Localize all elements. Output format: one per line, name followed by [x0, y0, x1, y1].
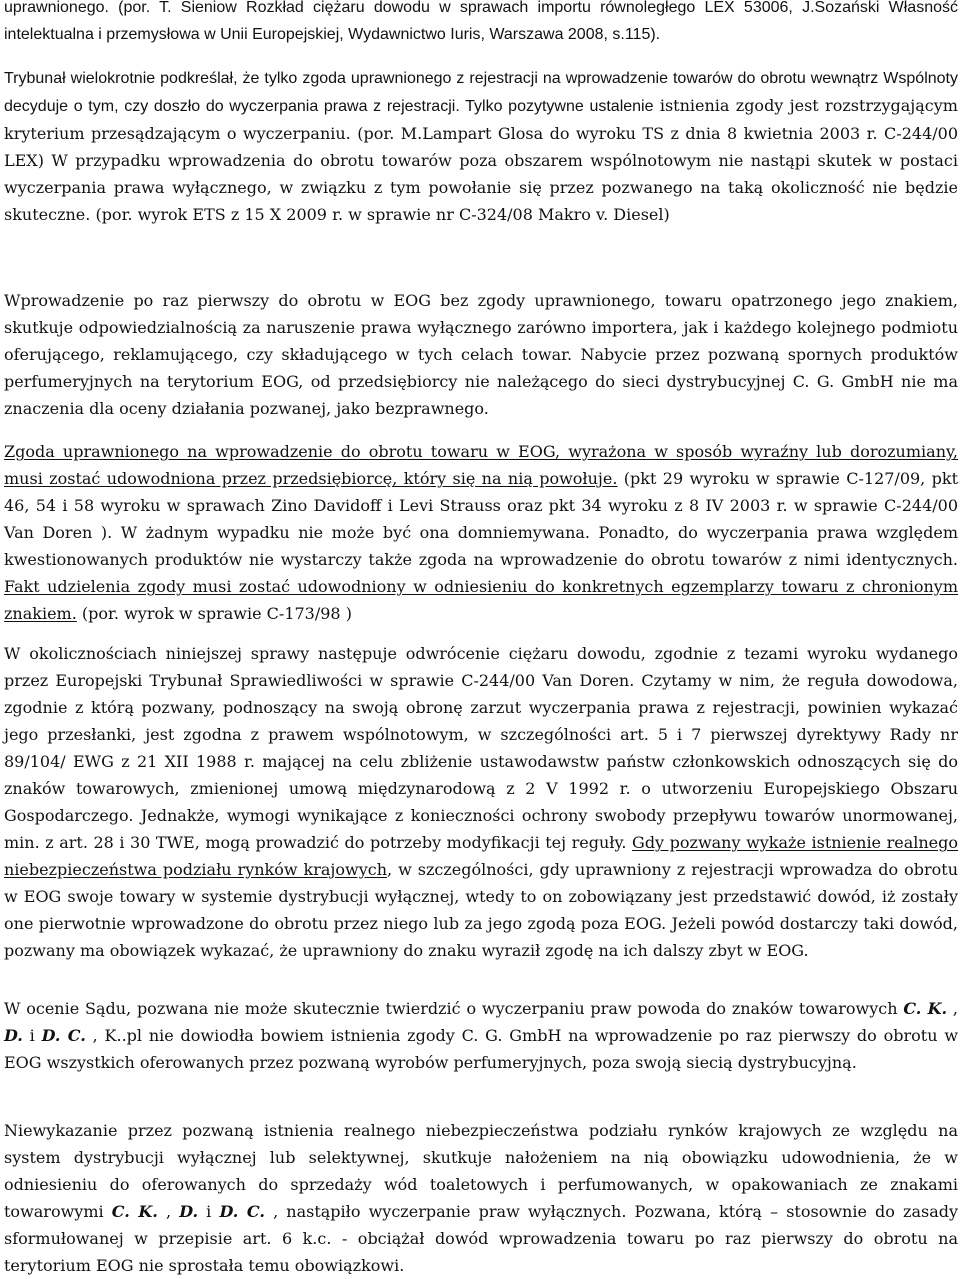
paragraph-consent-proof [4, 438, 958, 627]
trademark-name: D. C. [41, 1026, 86, 1045]
paragraph-text: , [947, 999, 958, 1018]
paragraph-first-introduction [4, 287, 958, 422]
paragraph-text-sans: Trybunał wielokrotnie podkreślał, że tylko zgoda uprawnionego z rejestracji na wprowadzenie towarów do obrotu wewnątrz Wspólnoty decyduje o tym, czy doszło do wyczerpania prawa z rejestracji. Tylko pozytywne ustalenie [4, 70, 958, 115]
paragraph-burden-of-proof [4, 640, 958, 964]
paragraph-text: Niewykazanie przez pozwaną istnienia realnego niebezpieczeństwa podziału rynków krajowych ze względu na system dystrybucji wyłącznej lub selektywnej, skutkuje nałożeniem na nią obowiązku udowodnienia, że w odniesieniu do oferowanych do sprzedaży wód toaletowych i perfumowanych, w opakowaniach ze znakami towarowymi [4, 1121, 958, 1221]
paragraph-text: istnienia zgody jest rozstrzygającym kryterium przesądzającym o wyczerpaniu. (por. M.Lampart Glosa do wyroku TS z dnia 8 kwietnia 2003 r. C-244/00 LEX) W przypadku wprowadzenia do obrotu towarów poza obszarem wspólnotowym nie nastąpi skutek w postaci wyczerpania prawa wyłącznego, w związku z tym powołanie się przez pozwanego na taką okoliczność nie będzie skuteczne. (por. wyrok ETS z 15 X 2009 r. w sprawie nr C-324/08 Makro v. Diesel) [4, 96, 958, 224]
trademark-name: D. [179, 1202, 199, 1221]
paragraph-text: , w szczególności, gdy uprawniony z rejestracji wprowadza do obrotu w EOG swoje towary w systemie dystrybucji wyłącznej, wtedy to on zobowiązany jest przedstawić dowód, iż zostały one pierwotnie wprowadzone do obrotu przez niego lub za jego zgodą poza EOG. Jeżeli powód dostarczy taki dowód, pozwany ma obowiązek wykazać, że uprawniony do znaku wyraził zgodę na ich dalszy zbyt w EOG. [4, 860, 959, 960]
paragraph-text: , [157, 1202, 180, 1221]
paragraph-text: Wprowadzenie po raz pierwszy do obrotu w EOG bez zgody uprawnionego, towaru opatrzonego jego znakiem, skutkuje odpowiedzialnością za naruszenie prawa wyłącznego zarówno importera, jak i każdego kolejnego podmiotu oferującego, reklamującego, czy składującego w tych celach towar. Nabycie przez pozwaną spornych produktów perfumeryjnych na terytorium EOG, od przedsiębiorcy nie należącego do sieci dystrybucyjnej C. G. GmbH nie ma znaczenia dla oceny działania pozwanej, jako bezprawnego. [4, 291, 958, 418]
paragraph-text: i [22, 1026, 42, 1045]
underlined-text: Zgoda uprawnionego na wprowadzenie do obrotu towaru w EOG, wyrażona w sposób wyraźny lub dorozumiany, musi zostać udowodniona przez przedsiębiorcę, który się na nią powołuje. [4, 442, 958, 488]
paragraph-text: , nastąpiło wyczerpanie praw wyłącznych. Pozwana, którą – stosownie do zasady sformułowanej w przepisie art. 6 k.c. - obciążał dowód wprowadzenia towaru po raz pierwszy do obrotu na terytorium EOG nie sprostała temu obowiązkowi. [4, 1202, 959, 1275]
paragraph-text: (por. wyrok w sprawie C-173/98 ) [76, 604, 352, 623]
trademark-name: D. [4, 1026, 23, 1045]
trademark-name: C. K. [903, 999, 948, 1018]
paragraph-text: W okolicznościach niniejszej sprawy następuje odwrócenie ciężaru dowodu, zgodnie z tezami wyroku wydanego przez Europejski Trybunał Sprawiedliwości w sprawie C-244/00 Van Doren. Czytamy w nim, że reguła dowodowa, zgodnie z którą pozwany, podnoszący na swoją obronę zarzut wyczerpania prawa z rejestracji, powinien wykazać jego przesłanki, jest zgodna z prawem wspólnotowym, w szczególności art. 5 i 7 pierwszej dyrektywy Rady nr 89/104/ EWG z 21 XII 1988 r. mającej na celu zbliżenie ustawodawstw państw członkowskich odnoszących się do znaków towarowych, zmienionej umową międzynarodową z 2 V 1992 r. o utworzeniu Europejskiego Obszaru Gospodarczego. Jednakże, wymogi wynikające z konieczności ochrony swobody przepływu towarów unormowanej, min. z art. 28 i 30 TWE, mogą prowadzić do potrzeby modyfikacji tej reguły. [4, 644, 958, 852]
paragraph-text: uprawnionego. (por. T. Sieniow Rozkład ciężaru dowodu w sprawach importu równoległego LEX 53006, J.Sozański Własność intelektualna i przemysłowa w Unii Europejskiej, Wydawnictwo Iuris, Warszawa 2008, s.115). [4, 0, 958, 43]
underlined-text: Fakt udzielenia zgody musi zostać udowodniony w odniesieniu do konkretnych egzemplarzy towaru z chronionym znakiem. [4, 577, 958, 623]
paragraph-text: (pkt 29 wyroku w sprawie C-127/09, pkt 46, 54 i 58 wyroku w sprawach Zino Davidoff i Levi Strauss oraz pkt 34 wyroku z 8 IV 2003 r. w sprawie C-244/00 Van Doren ). W żadnym wypadku nie może być ona domniemywana. Ponadto, do wyczerpania prawa względem kwestionowanych produktów nie wystarczy także zgoda na wprowadzenie do obrotu towarów z nimi identycznych. [4, 469, 959, 569]
paragraph-citation-continuation [4, 0, 958, 48]
paragraph-tribunal-consent [4, 64, 958, 228]
paragraph-failure-to-prove [4, 1117, 958, 1279]
paragraph-court-assessment [4, 995, 958, 1076]
trademark-name: D. C. [219, 1202, 265, 1221]
paragraph-text: W ocenie Sądu, pozwana nie może skutecznie twierdzić o wyczerpaniu praw powoda do znaków towarowych [4, 999, 904, 1018]
paragraph-text: i [198, 1202, 220, 1221]
trademark-name: C. K. [111, 1202, 158, 1221]
paragraph-text: , K..pl nie dowiodła bowiem istnienia zgody C. G. GmbH na wprowadzenie po raz pierwszy do obrotu w EOG wszystkich oferowanych przez pozwaną wyrobów perfumeryjnych, poza swoją siecią dystrybucyjną. [4, 1026, 959, 1072]
underlined-text: Gdy pozwany wykaże istnienie realnego niebezpieczeństwa podziału rynków krajowych [4, 833, 958, 879]
